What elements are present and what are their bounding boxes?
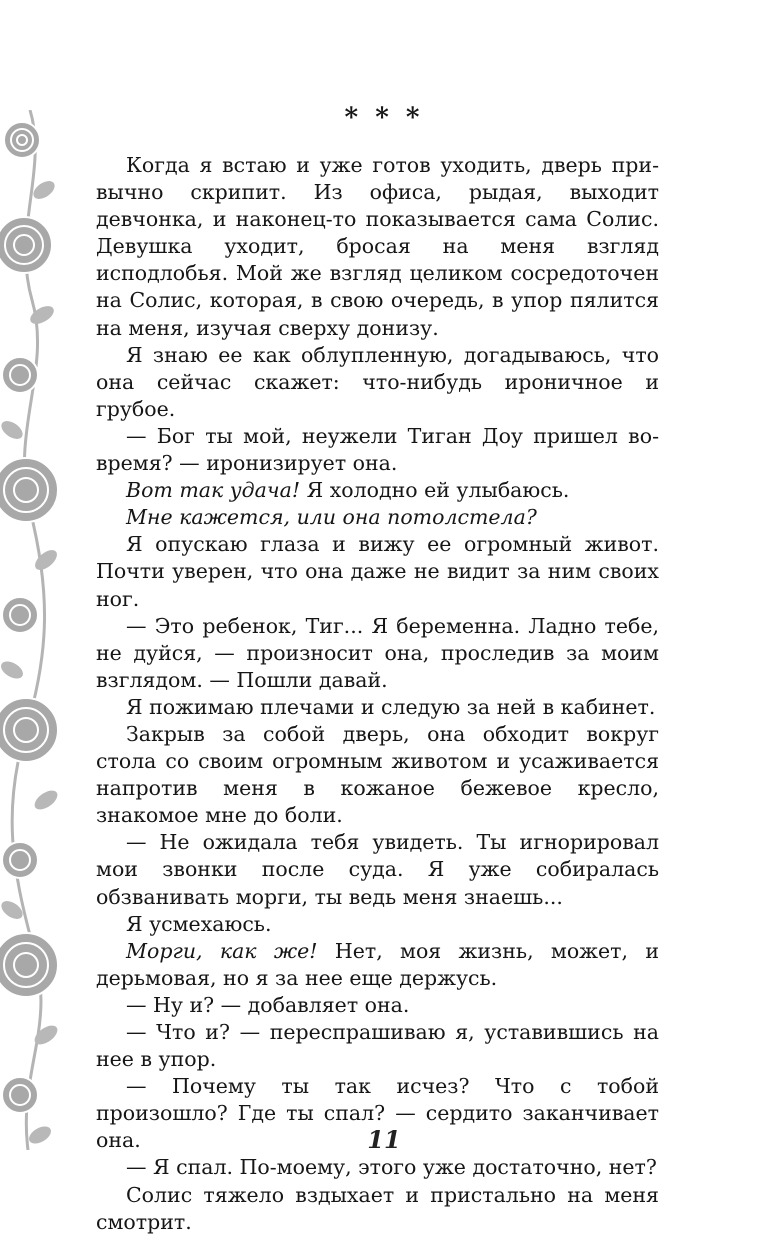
page-number: 11	[367, 1125, 401, 1154]
rose-vine-border	[0, 110, 62, 1150]
rose-icon	[0, 217, 52, 273]
paragraph: Я знаю ее как облупленную, догадываюсь, что она сейчас скажет: что-нибудь ироничное и грубое.	[96, 342, 659, 421]
italic-thought: Вот так удача!	[126, 478, 301, 503]
paragraph: — Почему ты так исчез? Что с тобой произошло? Где ты спал? — сердито заканчивает она.	[96, 1074, 659, 1153]
paragraph: Вот так удача! Я холодно ей улыбаюсь.	[126, 478, 570, 503]
rose-icon	[0, 458, 58, 522]
paragraph: — Я спал. По-моему, этого уже достаточно, нет?	[126, 1155, 657, 1180]
paragraph: — Ну и? — добавляет она.	[126, 992, 410, 1017]
rose-icon	[2, 842, 38, 878]
paragraph: Когда я встаю и уже готов уходить, дверь привычно скрипит. Из офиса, рыдая, выходит девчонка, и наконец-то показывается сама Солис. Девушка уходит, бросая на меня взгляд исподлобья. Мой же взгляд целиком сосредоточен на Солис, которая, в свою очередь, в упор пялится на меня, изучая сверху донизу.	[96, 153, 659, 340]
italic-thought: Мне кажется, или она потолстела?	[126, 505, 537, 530]
paragraph: — Бог ты мой, неужели Тиган Доу пришел вовремя? — иронизирует она.	[96, 423, 659, 476]
paragraph: Солис тяжело вздыхает и пристально на меня смотрит.	[96, 1182, 659, 1234]
paragraph: — Это ребенок, Тиг... Я беременна. Ладно тебе, не дуйся, — произносит она, проследив за моим взглядом. — Пошли давай.	[96, 613, 659, 692]
paragraph: Закрыв за собой дверь, она обходит вокруг стола со своим огромным животом и усаживается напротив меня в кожаное бежевое кресло, знакомое мне до боли.	[96, 721, 659, 828]
paragraph: — Что и? — переспрашиваю я, уставившись на нее в упор.	[96, 1020, 659, 1072]
rose-icon	[0, 933, 58, 997]
rose-icon	[2, 1077, 38, 1113]
leaf-icon	[0, 177, 61, 1147]
paragraph: Морги, как же! Нет, моя жизнь, может, и дерьмовая, но я за нее еще держусь.	[96, 938, 659, 990]
rose-icon	[2, 597, 38, 633]
paragraph	[96, 504, 659, 531]
italic-thought: Морги, как же!	[126, 938, 318, 963]
rose-icon	[2, 357, 38, 393]
section-break-asterisks: * * *	[344, 103, 424, 133]
paragraph: Я усмехаюсь.	[126, 911, 272, 936]
paragraph: Я пожимаю плечами и следую за ней в кабинет.	[126, 694, 656, 719]
paragraph: Я опускаю глаза и вижу ее огромный живот. Почти уверен, что она даже не видит за ним своих ног.	[96, 532, 659, 611]
paragraph: — Не ожидала тебя увидеть. Ты игнорировал мои звонки после суда. Я уже собиралась обзванивать морги, ты ведь меня знаешь...	[96, 830, 659, 909]
body-text	[96, 152, 659, 1236]
rose-icon	[0, 698, 58, 762]
